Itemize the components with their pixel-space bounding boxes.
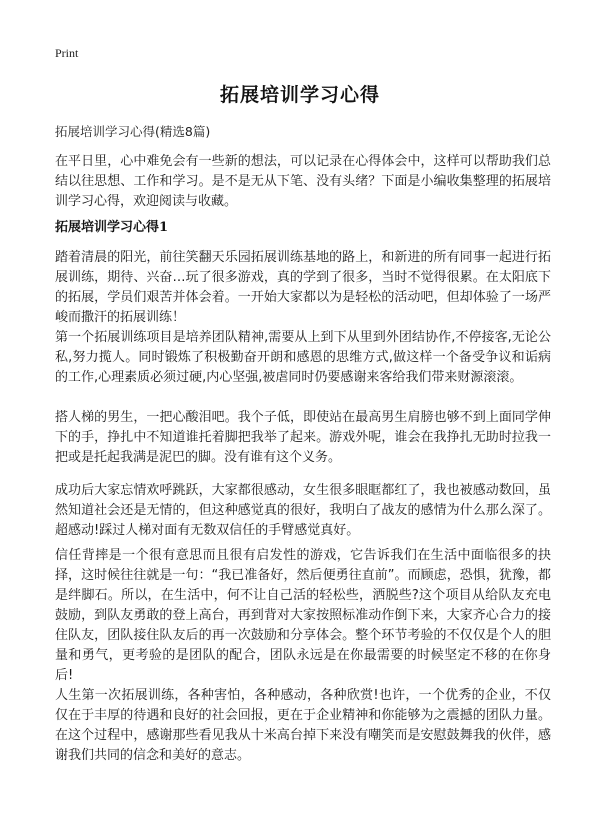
page-title: 拓展培训学习心得 bbox=[219, 84, 380, 106]
page-subtitle: 拓展培训学习心得(精选8篇) bbox=[55, 124, 211, 139]
body-paragraph: 成功后大家忘情欢呼跳跃，大家都很感动，女生很多眼眶都红了，我也被感动数回，虽然知道社会还是无情的，但这种感觉真的很好，我明白了战友的感情为什么那么深了。超感动!踩过人梯对面有无数双信任的手臂感觉真好。 bbox=[55, 483, 551, 538]
body-paragraph: 踏着清晨的阳光，前往笑翻天乐园拓展训练基地的路上，和新进的所有同事一起进行拓展训练，期待、兴奋…玩了很多游戏，真的学到了很多，当时不觉得很累。在太阳底下的拓展，学员们艰苦并体会着。一开始大家都以为是轻松的活动吧，但却体验了一场严峻而撒汗的拓展训练！ bbox=[55, 250, 551, 325]
section-heading: 拓展培训学习心得1 bbox=[55, 220, 169, 235]
body-paragraph: 人生第一次拓展训练，各种害怕，各种感动，各种欣赏!也许，一个优秀的企业，不仅仅在于丰厚的待遇和良好的社会回报，更在于企业精神和你能够为之震撼的团队力量。在这个过程中，感谢那些看见我从十米高台掉下来没有嘲笑而是安慰鼓舞我的伙伴，感谢我们共同的信念和美好的意志。 bbox=[55, 688, 551, 763]
body-paragraph: 第一个拓展训练项目是培养团队精神,需要从上到下从里到外团结协作,不停接客,无论公私,努力揽人。同时锻炼了积极勤奋开朗和感恩的思维方式,做这样一个备受争议和诟病的工作,心理素质必须过硬,内心坚强,被虐同时仍要感谢来客给我们带来财源滚滚。 bbox=[55, 330, 551, 385]
body-paragraph: 信任背摔是一个很有意思而且很有启发性的游戏，它告诉我们在生活中面临很多的抉择，这时候往往就是一句：“我已准备好，然后便勇往直前”。而顾虑，恐惧，犹豫，都是绊脚石。所以，在生活中，何不让自己活的轻松些，洒脱些?这个项目从给队友充电鼓励，到队友勇敢的登上高台，再到背对大家按照标准动作倒下来，大家齐心合力的接住队友，团队接住队友后的再一次鼓励和分享体会。整个环节考验的不仅仅是个人的胆量和勇气，更考验的是团队的配合，团队永远是在你最需要的时候坚定不移的在你身后! bbox=[55, 548, 551, 683]
print-link[interactable]: Print bbox=[55, 46, 79, 60]
body-paragraph: 搭人梯的男生，一把心酸泪吧。我个子低，即使站在最高男生肩膀也够不到上面同学伸下的手，挣扎中不知道谁托着脚把我举了起来。游戏外呢，谁会在我挣扎无助时拉我一把或是托起我满是泥巴的脚。没有谁有这个义务。 bbox=[55, 410, 551, 465]
intro-paragraph: 在平日里，心中难免会有一些新的想法，可以记录在心得体会中，这样可以帮助我们总结以往思想、工作和学习。是不是无从下笔、没有头绪？下面是小编收集整理的拓展培训学习心得，欢迎阅读与收藏。 bbox=[55, 154, 551, 209]
